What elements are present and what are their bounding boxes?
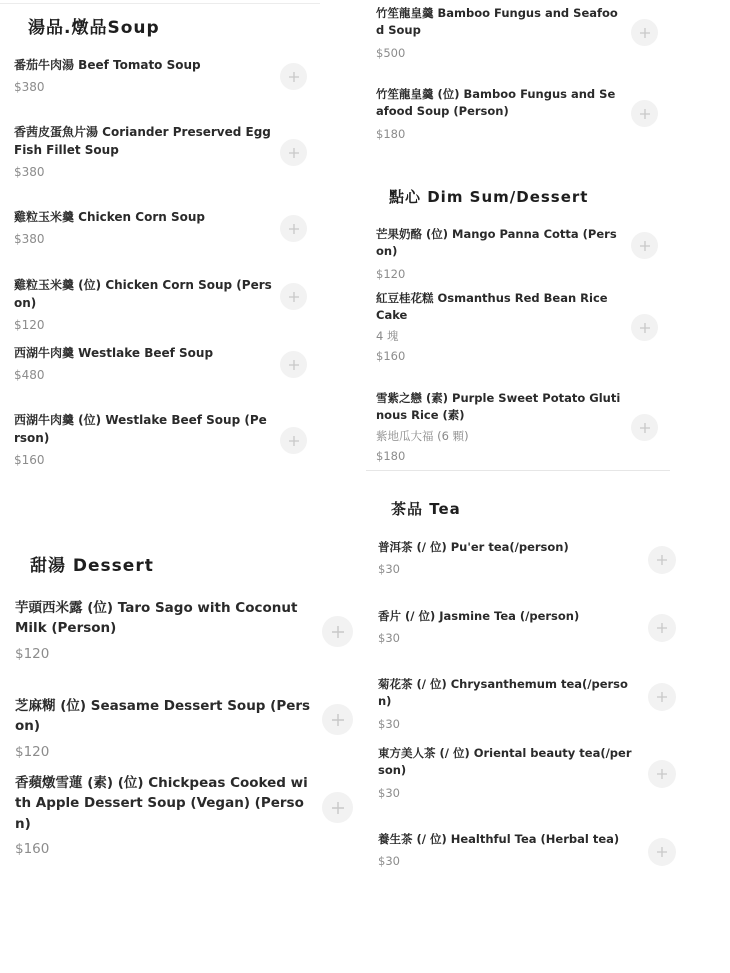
item-name: 香片 (/ 位) Jasmine Tea (/person): [378, 609, 580, 623]
item-name: 竹笙龍皇羹 (位) Bamboo Fungus and Seafood Soup (Person): [376, 87, 616, 119]
plus-icon: [288, 435, 300, 447]
item-name: 芋頭西米露 (位) Taro Sago with Coconut Milk (Person): [15, 600, 298, 637]
menu-item[interactable]: [376, 290, 620, 363]
item-price: $380: [14, 232, 45, 246]
add-button[interactable]: [631, 19, 658, 46]
menu-item[interactable]: [376, 86, 620, 141]
menu-item[interactable]: [378, 676, 636, 731]
menu-item[interactable]: [15, 696, 315, 760]
section-title-dessert: 甜湯 Dessert: [30, 556, 154, 576]
add-button[interactable]: [631, 314, 658, 341]
add-button[interactable]: [648, 614, 676, 642]
item-name: 養生茶 (/ 位) Healthful Tea (Herbal tea): [378, 832, 620, 846]
item-price: $160: [14, 453, 45, 467]
item-name: 西湖牛肉羹 Westlake Beef Soup: [14, 346, 214, 360]
add-button[interactable]: [280, 215, 307, 242]
top-divider: [0, 3, 320, 4]
item-description: 紫地瓜大福 (6 顆): [376, 428, 469, 443]
plus-icon: [656, 554, 668, 566]
item-name: 東方美人茶 (/ 位) Oriental beauty tea(/person): [378, 746, 632, 778]
item-price: $180: [376, 448, 406, 463]
plus-icon: [331, 713, 345, 727]
add-button[interactable]: [648, 838, 676, 866]
item-price: $30: [378, 562, 400, 577]
item-price: $120: [15, 743, 50, 760]
add-button[interactable]: [280, 63, 307, 90]
menu-item[interactable]: [15, 598, 310, 662]
add-button[interactable]: [322, 616, 353, 647]
add-button[interactable]: [631, 414, 658, 441]
menu-item[interactable]: [376, 5, 620, 60]
item-name: 菊花茶 (/ 位) Chrysanthemum tea(/person): [378, 677, 628, 709]
item-name: 番茄牛肉湯 Beef Tomato Soup: [14, 58, 201, 72]
add-button[interactable]: [648, 760, 676, 788]
plus-icon: [656, 622, 668, 634]
plus-icon: [639, 422, 651, 434]
section-title-soup: 湯品.燉品Soup: [28, 18, 160, 38]
add-button[interactable]: [631, 100, 658, 127]
menu-item[interactable]: [14, 276, 276, 332]
add-button[interactable]: [280, 139, 307, 166]
add-button[interactable]: [322, 792, 353, 823]
section-divider: [366, 470, 670, 471]
item-price: $160: [376, 348, 406, 363]
menu-item[interactable]: [14, 123, 272, 179]
menu-item[interactable]: [14, 208, 272, 246]
plus-icon: [656, 691, 668, 703]
add-button[interactable]: [280, 283, 307, 310]
add-button[interactable]: [631, 232, 658, 259]
menu-item[interactable]: [14, 56, 272, 94]
menu-item[interactable]: [378, 539, 634, 576]
item-price: $120: [376, 266, 406, 281]
item-price: $30: [378, 785, 400, 800]
plus-icon: [288, 223, 300, 235]
item-price: $120: [15, 645, 50, 662]
menu-item[interactable]: [14, 411, 272, 467]
item-price: $160: [15, 840, 50, 857]
plus-icon: [639, 27, 651, 39]
item-name: 紅豆桂花糕 Osmanthus Red Bean Rice Cake: [376, 291, 608, 323]
menu-item[interactable]: [15, 773, 310, 857]
plus-icon: [288, 359, 300, 371]
item-price: $30: [378, 716, 400, 731]
item-price: $480: [14, 368, 45, 382]
section-title-tea: 茶品 Tea: [391, 500, 461, 518]
add-button[interactable]: [280, 427, 307, 454]
menu-item[interactable]: [378, 831, 634, 868]
item-price: $30: [378, 631, 400, 646]
menu-item[interactable]: [376, 390, 622, 463]
add-button[interactable]: [280, 351, 307, 378]
add-button[interactable]: [648, 546, 676, 574]
item-name: 雪紫之戀 (素) Purple Sweet Potato Glutinous Rice (素): [376, 391, 621, 423]
menu-item[interactable]: [376, 226, 622, 281]
plus-icon: [639, 322, 651, 334]
item-name: 雞粒玉米羹 Chicken Corn Soup: [14, 210, 205, 224]
item-name: 西湖牛肉羹 (位) Westlake Beef Soup (Person): [14, 413, 267, 445]
item-name: 香蘋燉雪蓮 (素) (位) Chickpeas Cooked with Apple Dessert Soup (Vegan) (Person): [15, 775, 308, 832]
item-description: 4 塊: [376, 328, 399, 343]
menu-item[interactable]: [378, 608, 634, 645]
plus-icon: [639, 108, 651, 120]
item-name: 竹笙龍皇羹 Bamboo Fungus and Seafood Soup: [376, 6, 618, 38]
add-button[interactable]: [322, 704, 353, 735]
item-name: 普洱茶 (/ 位) Pu'er tea(/person): [378, 540, 569, 554]
plus-icon: [288, 147, 300, 159]
plus-icon: [656, 846, 668, 858]
add-button[interactable]: [648, 683, 676, 711]
item-price: $380: [14, 165, 45, 179]
item-name: 芝麻糊 (位) Seasame Dessert Soup (Person): [15, 698, 311, 735]
item-price: $500: [376, 45, 406, 60]
item-name: 芒果奶酪 (位) Mango Panna Cotta (Person): [376, 227, 617, 259]
plus-icon: [331, 625, 345, 639]
plus-icon: [656, 768, 668, 780]
section-title-dimsum: 點心 Dim Sum/Dessert: [389, 188, 589, 206]
item-name: 雞粒玉米羹 (位) Chicken Corn Soup (Person): [14, 278, 272, 310]
plus-icon: [639, 240, 651, 252]
item-price: $30: [378, 854, 400, 869]
item-price: $120: [14, 318, 45, 332]
item-price: $380: [14, 80, 45, 94]
item-name: 香茜皮蛋魚片湯 Coriander Preserved Egg Fish Fillet Soup: [14, 125, 271, 157]
plus-icon: [331, 801, 345, 815]
plus-icon: [288, 71, 300, 83]
plus-icon: [288, 291, 300, 303]
menu-item[interactable]: [14, 344, 272, 382]
item-price: $180: [376, 126, 406, 141]
menu-item[interactable]: [378, 745, 634, 800]
